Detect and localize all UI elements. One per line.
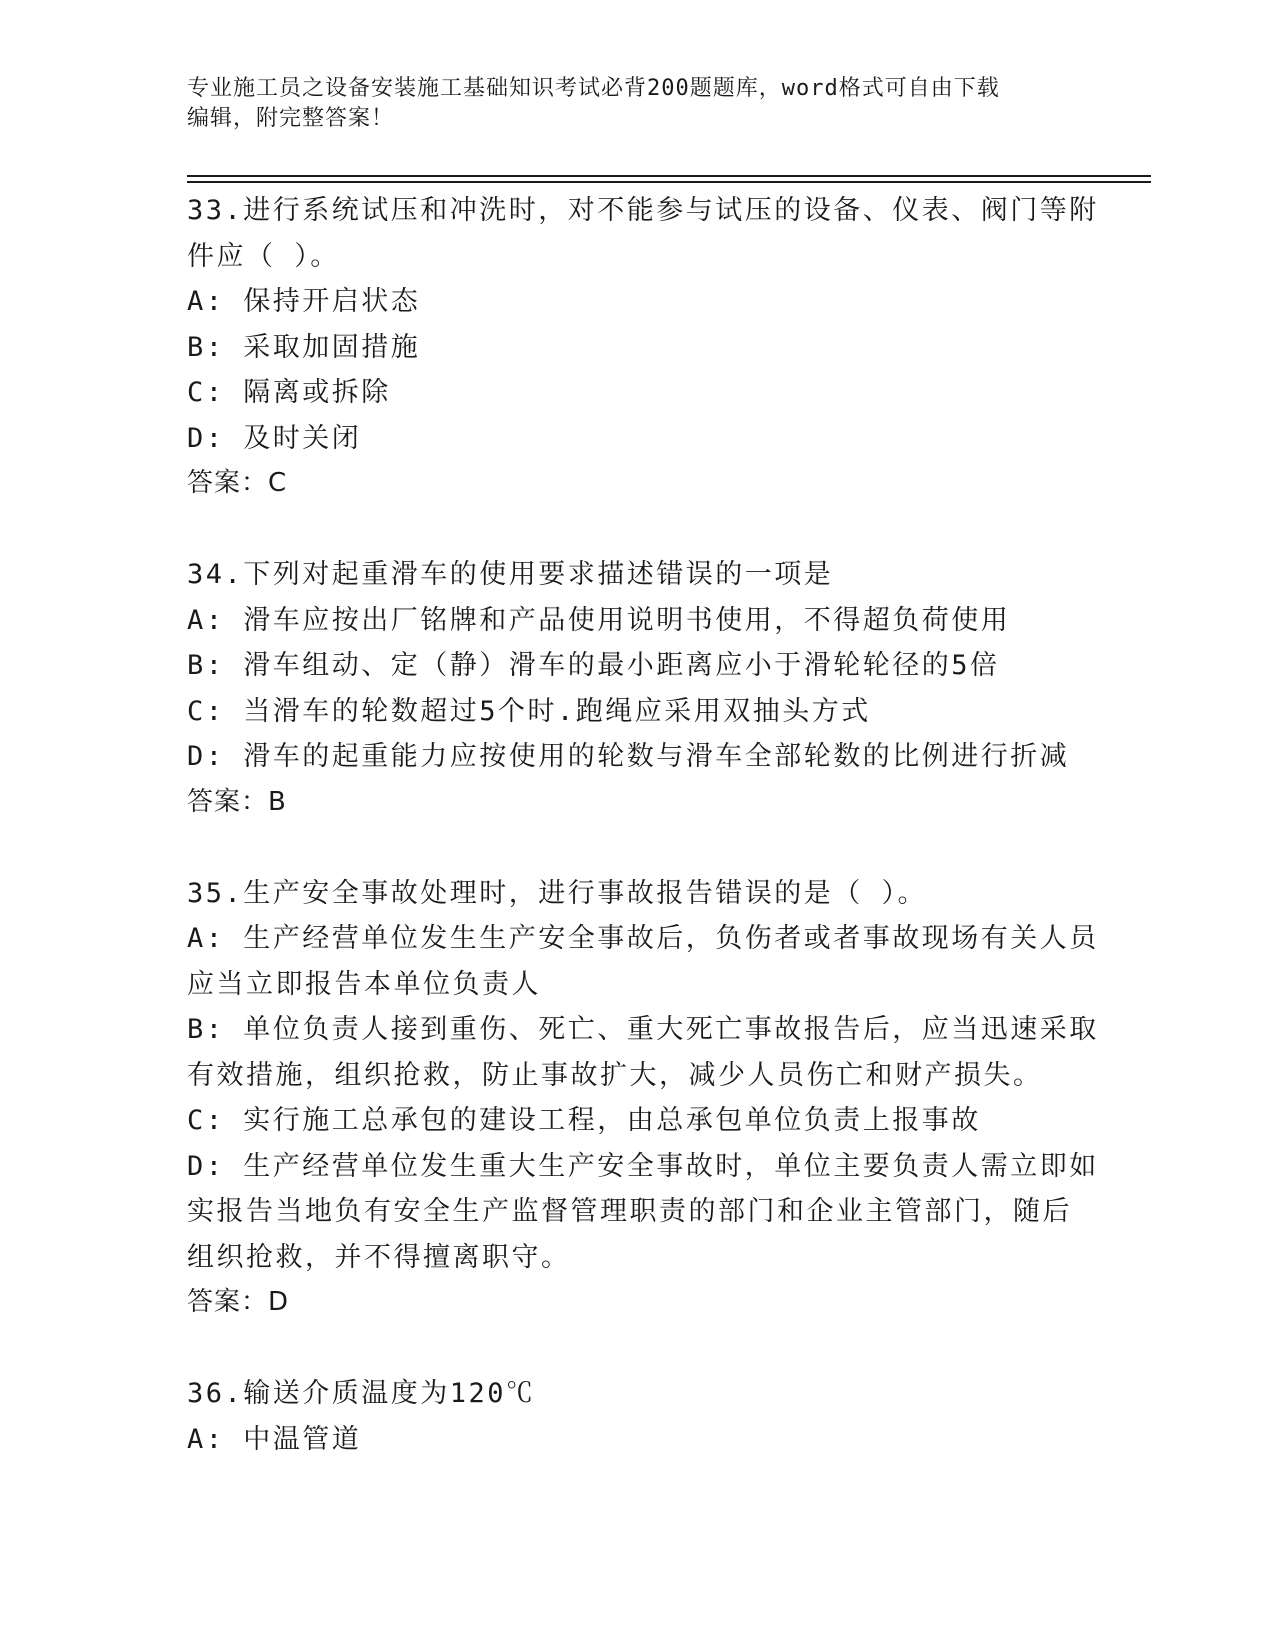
answer-key: 答案：C bbox=[187, 468, 288, 498]
question-block bbox=[187, 552, 1087, 871]
document-header bbox=[187, 74, 1087, 134]
question-spacer bbox=[187, 1326, 1087, 1372]
answer-option: C: 隔离或拆除 bbox=[187, 377, 391, 408]
answer-option: D: 及时关闭 bbox=[187, 422, 362, 454]
answer-option: C: 实行施工总承包的建设工程，由总承包单位负责上报事故 bbox=[187, 1105, 981, 1136]
answer-option: B: 单位负责人接到重伤、死亡、重大死亡事故报告后，应当迅速采取 bbox=[187, 1014, 1099, 1045]
header-divider-top bbox=[187, 175, 1151, 177]
question-list bbox=[187, 188, 1099, 1462]
answer-option: 有效措施，组织抢救，防止事故扩大，减少人员伤亡和财产损失。 bbox=[187, 1059, 1043, 1091]
answer-option: B: 滑车组动、定（静）滑车的最小距离应小于滑轮轮径的5倍 bbox=[187, 650, 1000, 681]
header-line-1: 专业施工员之设备安装施工基础知识考试必背200题题库，word格式可自由下载 bbox=[187, 76, 1000, 101]
question-stem: 35.生产安全事故处理时，进行事故报告错误的是（ ）。 bbox=[187, 877, 928, 909]
answer-option: A: 中温管道 bbox=[187, 1423, 362, 1455]
header-divider-bottom bbox=[187, 181, 1151, 183]
question-stem: 件应（ ）。 bbox=[187, 240, 340, 272]
answer-option: D: 滑车的起重能力应按使用的轮数与滑车全部轮数的比例进行折减 bbox=[187, 741, 1070, 772]
question-stem: 36.输送介质温度为120℃ bbox=[187, 1378, 536, 1409]
question-block bbox=[187, 1371, 1087, 1462]
answer-key: 答案：D bbox=[187, 1287, 290, 1317]
question-stem: 34.下列对起重滑车的使用要求描述错误的一项是 bbox=[187, 559, 834, 590]
answer-option: 组织抢救，并不得擅离职守。 bbox=[187, 1241, 571, 1273]
answer-option: 实报告当地负有安全生产监督管理职责的部门和企业主管部门，随后 bbox=[187, 1196, 1072, 1227]
header-line-2: 编辑，附完整答案！ bbox=[187, 106, 395, 131]
answer-key: 答案：B bbox=[187, 786, 287, 817]
question-spacer bbox=[187, 825, 1087, 871]
answer-option: D: 生产经营单位发生重大生产安全事故时，单位主要负责人需立即如 bbox=[187, 1150, 1099, 1182]
answer-option: A: 保持开启状态 bbox=[187, 286, 421, 317]
answer-option: B: 采取加固措施 bbox=[187, 331, 421, 363]
question-block bbox=[187, 871, 1099, 1372]
question-block bbox=[187, 188, 1099, 552]
answer-option: 应当立即报告本单位负责人 bbox=[187, 968, 541, 1000]
answer-option: C: 当滑车的轮数超过5个时.跑绳应采用双抽头方式 bbox=[187, 695, 871, 727]
question-spacer bbox=[187, 507, 1087, 553]
question-stem: 33.进行系统试压和冲洗时，对不能参与试压的设备、仪表、阀门等附 bbox=[187, 195, 1099, 226]
answer-option: A: 滑车应按出厂铭牌和产品使用说明书使用，不得超负荷使用 bbox=[187, 604, 1011, 636]
answer-option: A: 生产经营单位发生生产安全事故后，负伤者或者事故现场有关人员 bbox=[187, 923, 1099, 954]
